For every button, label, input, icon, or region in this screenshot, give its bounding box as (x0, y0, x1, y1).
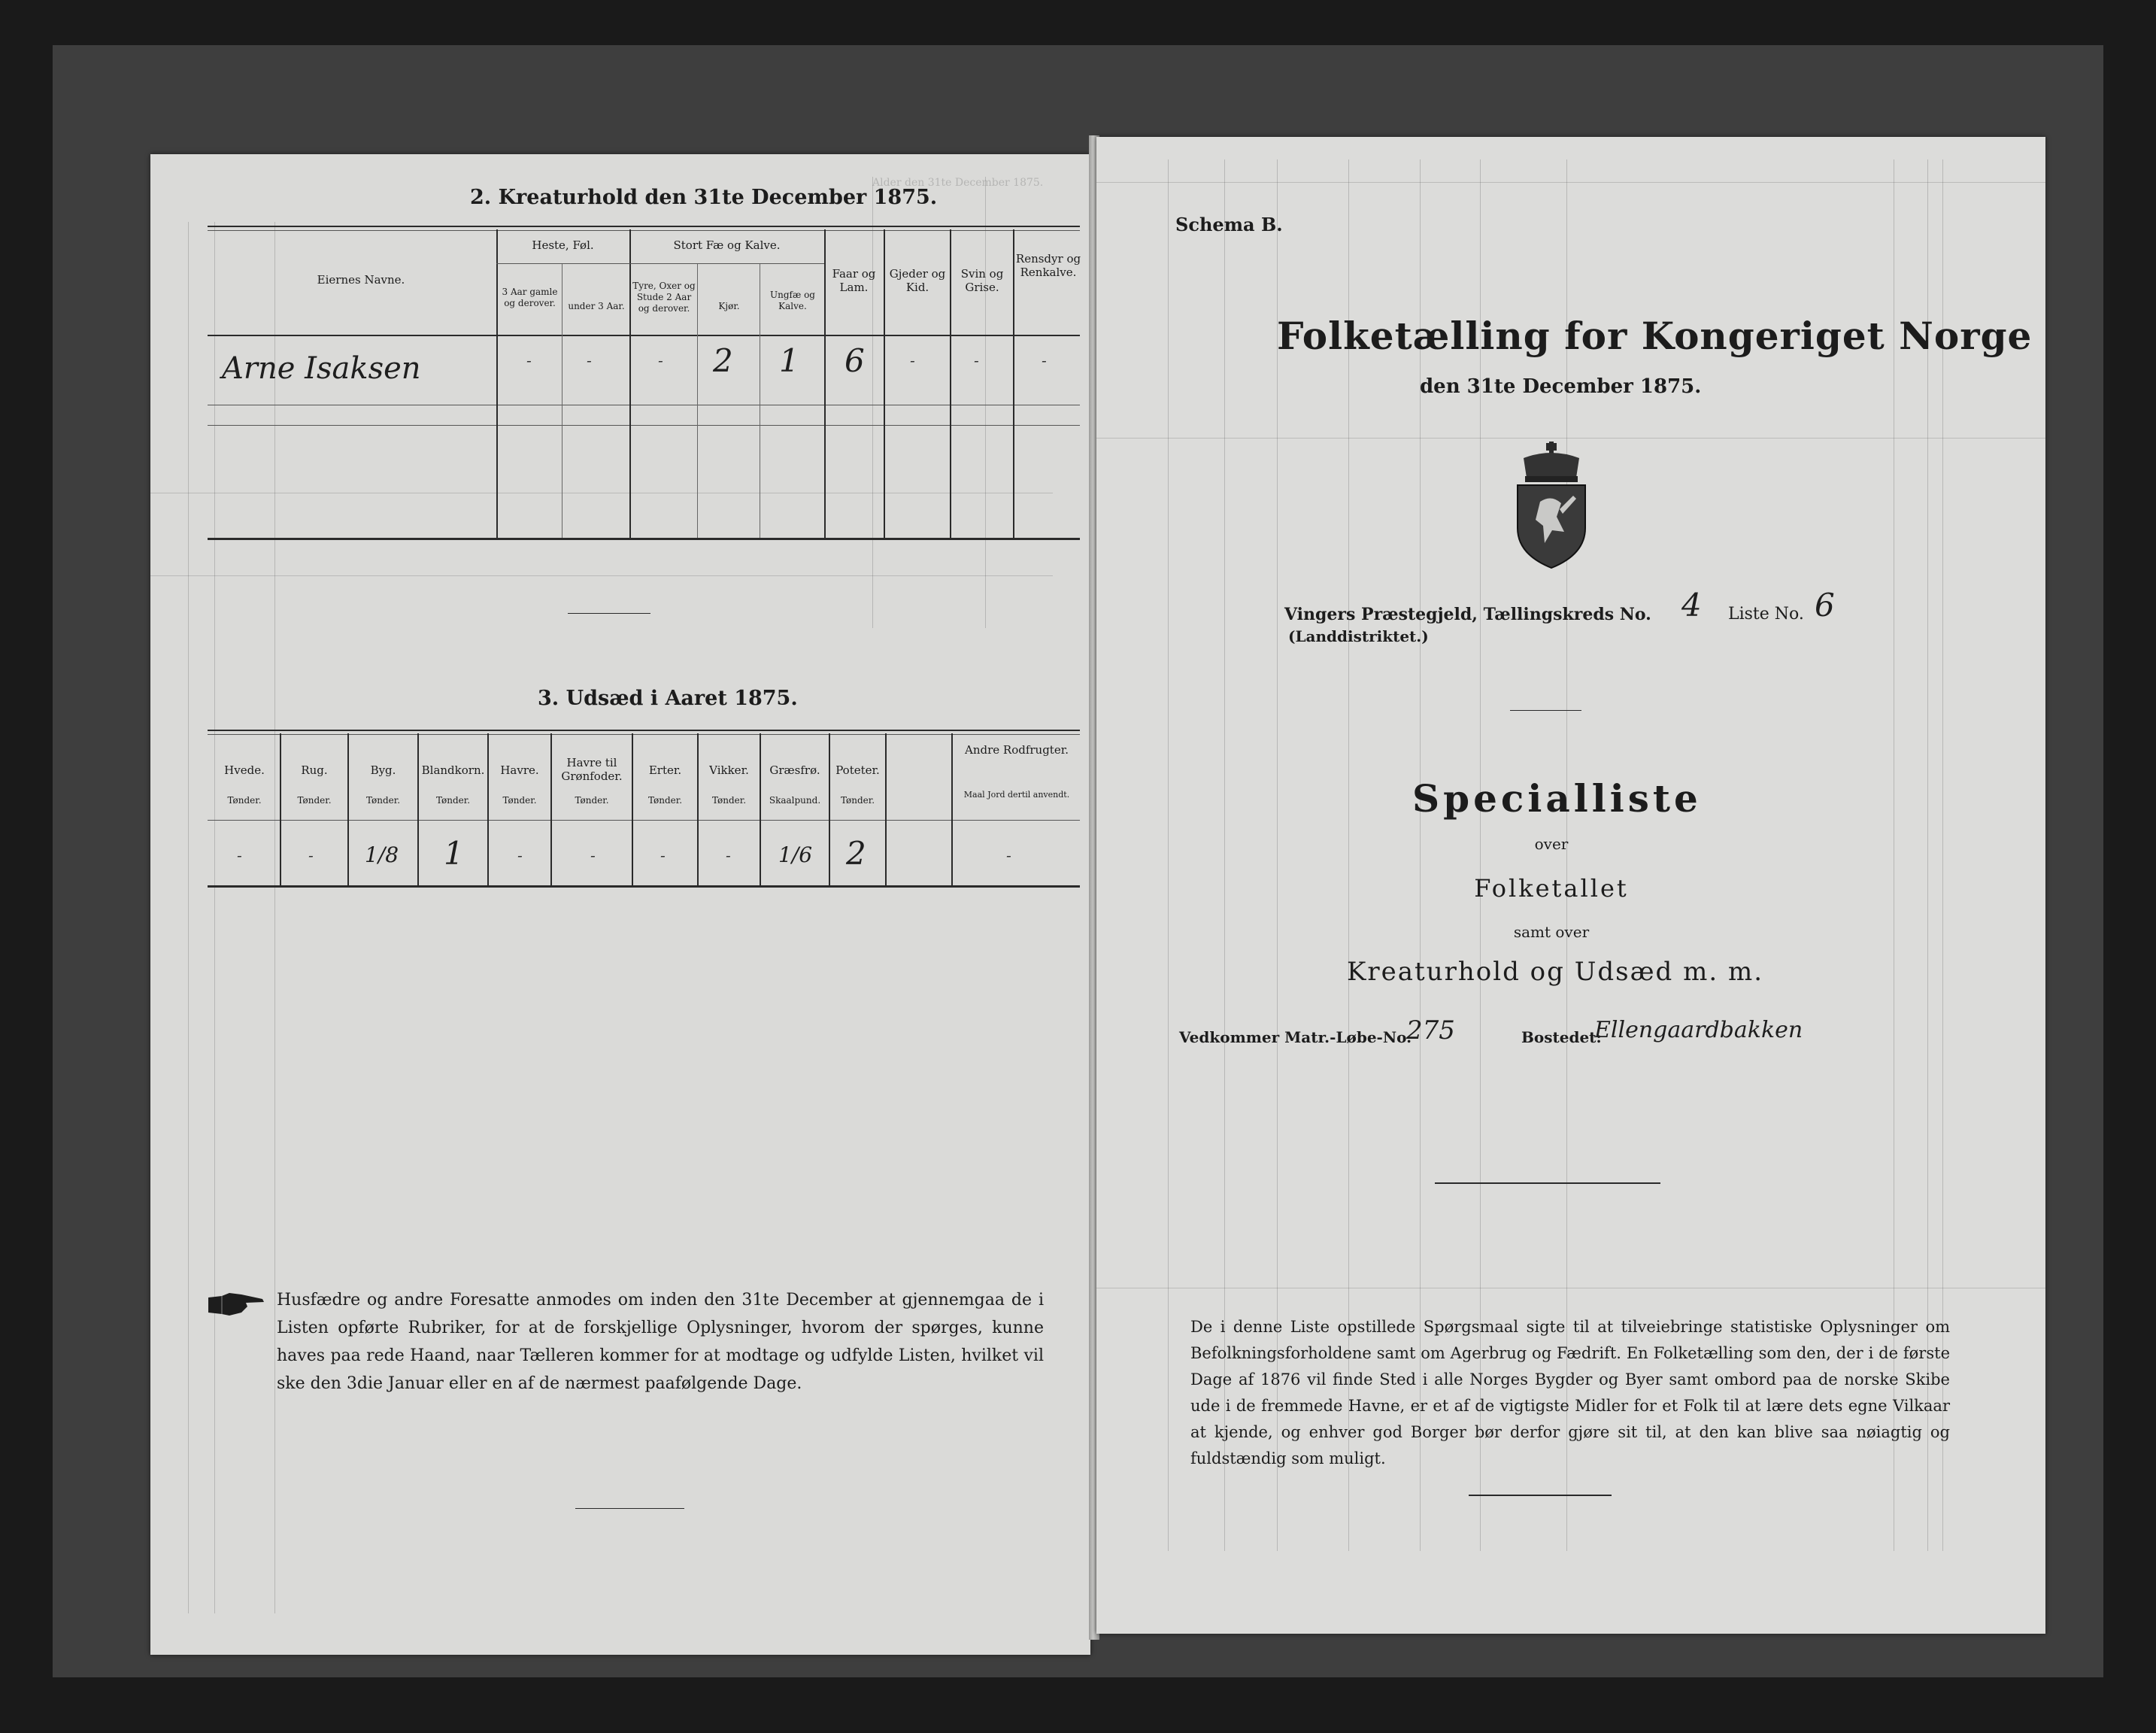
seed-header-poteter: Poteter. (835, 763, 880, 777)
parish-label: Vingers Præstegjeld, Tællingskreds No. (1284, 605, 1651, 624)
seed-header-graesfro: Græsfrø. (769, 763, 820, 777)
matr-number: 275 (1406, 1015, 1455, 1046)
seed-unit-erter: Tønder. (647, 795, 683, 806)
bostedet-label: Bostedet: (1521, 1028, 1602, 1046)
rensdyr-value: - (1042, 351, 1047, 369)
schema-label: Schema B. (1175, 214, 1283, 235)
ungfae-value: 1 (779, 342, 799, 379)
liste-number: 6 (1815, 587, 1835, 624)
seed-header-vikker: Vikker. (709, 763, 749, 777)
norway-coat-of-arms-icon (1510, 442, 1593, 569)
folketallet-title: Folketallet (1474, 874, 1629, 903)
over-text-1: over (1534, 835, 1569, 853)
stort-header: Stort Fæ og Kalve. (673, 238, 781, 252)
matr-label: Vedkommer Matr.-Løbe-No. (1179, 1028, 1412, 1046)
seed-header-havre: Havre. (500, 763, 539, 777)
liste-label: Liste No. (1728, 605, 1804, 624)
kreaturhold-title: Kreaturhold og Udsæd m. m. (1346, 957, 1763, 987)
heste-header: Heste, Føl. (532, 238, 594, 252)
seed-header-rug: Rug. (301, 763, 328, 777)
census-date: den 31te December 1875. (1420, 375, 1702, 398)
seed-header-byg: Byg. (370, 763, 396, 777)
section3-title: 3. Udsæd i Aaret 1875. (538, 687, 798, 710)
samt-over-text: samt over (1513, 923, 1590, 941)
right-page (1096, 137, 2045, 1634)
faar-header: Faar og Lam. (832, 267, 876, 294)
left-page: Alder den 31te December 1875. 2. Kreaturhold den 31te December 1875. Eiernes Navne. Heste, Føl. 3 Aar gamle og derover. under 3 Aar. Stort Fæ og Kalve. Tyre, Oxer og Stude 2 Aar og derover. Kjør. Ungfæ og Kalve. Faar og Lam. Gjeder og Kid. Svin og Grise. Rensdyr og Renkalve. Arne Isaksen - - - 2 1 6 - - - 3. Udsæd i Aaret 1875. Hvede. Rug. Byg. Blandkorn. Havre. Havre til Grønfoder. Erter. Vikker. Græsfrø. Poteter. Andre Rodfrugter. Tønder. Tønder. Tønder. Tønder. Tønder. Tønder. Tønder. Tønder. Skaalpund. Tønder. Maal Jord dertil anvendt. - - 1/8 1 - - - - 1/6 2 - Husfædre og andre Foresatte anmodes om inden den 31te December at gjennemgaa de i Listen opførte Rubriker, for at de forskjellige Oplysninger, hvorom der spørges, kunne haves paa rede Haand, naar Tælleren kommer for at modtage og udfylde Listen, hvilket vil ske den 3die Januar eller en af de nærmest paafølgende Dage. (150, 154, 1090, 1655)
seed-value-havre-gronfoder: - (590, 846, 596, 864)
seed-unit-blandkorn: Tønder. (435, 795, 471, 806)
heste-sub2: under 3 Aar. (568, 301, 625, 311)
seed-header-havre-gronfoder: Havre til Grønfoder. (561, 756, 623, 783)
svin-header: Svin og Grise. (960, 267, 1004, 294)
seed-header-erter: Erter. (648, 763, 682, 777)
seed-value-rodfrugter: - (1006, 846, 1011, 864)
kreds-number: 4 (1681, 587, 1702, 624)
seed-value-hvede: - (237, 846, 242, 864)
seed-unit-rodfrugter: Maal Jord dertil anvendt. (963, 790, 1070, 800)
pointing-hand-icon (207, 1290, 267, 1320)
seed-unit-havre: Tønder. (502, 795, 537, 806)
seed-unit-byg: Tønder. (365, 795, 401, 806)
seed-value-erter: - (660, 846, 666, 864)
district-label: (Landdistriktet.) (1288, 627, 1429, 645)
seed-value-graesfro: 1/6 (778, 842, 813, 867)
gjeder-value: - (910, 351, 915, 369)
seed-unit-vikker: Tønder. (711, 795, 747, 806)
seed-unit-poteter: Tønder. (840, 795, 875, 806)
owner-header: Eiernes Navne. (317, 273, 405, 287)
faar-value: 6 (845, 342, 865, 379)
seed-unit-hvede: Tønder. (227, 795, 262, 806)
heste-3aar-value: - (526, 351, 532, 369)
tyre-value: - (658, 351, 663, 369)
seed-value-vikker: - (726, 846, 731, 864)
seed-value-rug: - (308, 846, 314, 864)
seed-value-poteter: 2 (846, 835, 866, 872)
rensdyr-header: Rensdyr og Renkalve. (1015, 252, 1081, 279)
svin-value: - (974, 351, 979, 369)
owner-name: Arne Isaksen (222, 351, 421, 386)
heste-under3-value: - (587, 351, 592, 369)
footer-text: De i denne Liste opstillede Spørgsmaal sigte til at tilveiebringe statistiske Oplysninger om Befolkningsforholdene samt om Agerbrug og Fædrift. En Folketælling som den, der i de første Dage af 1876 vil finde Sted i alle Norges Bygder og Byer samt ombord paa de norske Skibe ude i de fremmede Havne, er et af de vigtigste Midler for et Folk til at lære dets egne Vilkaar at kjende, og enhver god Borger bør derfor gjøre sit til, at den kan blive saa nøiagtig og fuldstændig som muligt. (1190, 1318, 1950, 1467)
gjeder-header: Gjeder og Kid. (889, 267, 946, 294)
seed-value-havre: - (517, 846, 523, 864)
kjor-value: 2 (713, 342, 733, 379)
seed-header-blandkorn: Blandkorn. (421, 763, 485, 777)
seed-header-rodfrugter: Andre Rodfrugter. (964, 743, 1069, 757)
seed-header-hvede: Hvede. (224, 763, 265, 777)
heste-sub1: 3 Aar gamle og derover. (502, 287, 558, 308)
census-title: Folketælling for Kongeriget Norge (1277, 314, 2033, 358)
bostedet-value: Ellengaardbakken (1594, 1017, 1803, 1043)
stort-sub3: Ungfæ og Kalve. (770, 290, 815, 311)
seed-value-byg: 1/8 (365, 842, 399, 867)
specialliste-title: Specialliste (1412, 776, 1702, 821)
stort-sub2: Kjør. (718, 301, 740, 311)
seed-unit-graesfro: Skaalpund. (769, 795, 821, 806)
seed-unit-havre-gronfoder: Tønder. (575, 795, 609, 806)
section2-title: 2. Kreaturhold den 31te December 1875. (470, 186, 938, 209)
seed-value-blandkorn: 1 (444, 835, 464, 872)
stort-sub1: Tyre, Oxer og Stude 2 Aar og derover. (632, 281, 696, 314)
notice-text: Husfædre og andre Foresatte anmodes om inden den 31te December at gjennemgaa de i Listen opførte Rubriker, for at de forskjellige Oplysninger, hvorom der spørges, kunne haves paa rede Haand, naar Tælleren kommer for at modtage og udfylde Listen, hvilket vil ske den 3die Januar eller en af de nærmest paafølgende Dage. (277, 1291, 1044, 1393)
seed-unit-rug: Tønder. (297, 795, 332, 806)
